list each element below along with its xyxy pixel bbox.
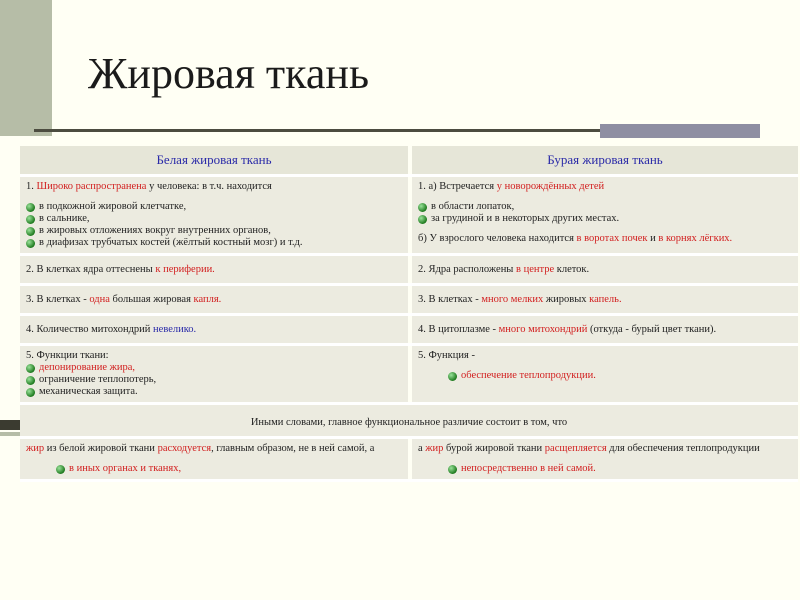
bullet-icon	[26, 227, 35, 236]
list-item: депонирование жира,	[26, 362, 402, 373]
table-row	[20, 256, 798, 286]
list-item: обеспечение теплопродукции.	[418, 370, 792, 381]
table-row	[20, 286, 798, 316]
decorative-side-mark-light	[0, 432, 22, 436]
bullet-icon	[448, 372, 457, 381]
white-fat-cell-4: 4. Количество митохондрий невелико.	[20, 316, 408, 343]
list-item: в иных органах и тканях,	[26, 463, 402, 474]
brown-fat-newborn-text: 1. а) Встречается у новорождённых детей	[418, 181, 605, 192]
header-white-fat: Белая жировая ткань	[20, 146, 408, 174]
brown-fat-cell-5	[412, 346, 798, 402]
summary-text: Иными словами, главное функциональное различие состоит в том, что	[20, 405, 798, 436]
table-row	[20, 177, 798, 256]
decorative-side-mark	[0, 420, 22, 430]
bullet-icon	[418, 203, 427, 212]
comparison-table	[20, 146, 798, 482]
table-row	[20, 439, 798, 482]
list-item: в жировых отложениях вокруг внутренних органов,	[26, 225, 402, 236]
bullet-icon	[26, 376, 35, 385]
table-row	[20, 346, 798, 405]
white-fat-location-text: 1. Широко распространена у человека: в т.ч. находится	[26, 181, 272, 192]
white-fat-functions-heading: 5. Функции ткани:	[26, 350, 109, 361]
brown-fat-adult-text: б) У взрослого человека находится в воротах почек и в корнях лёгких.	[418, 233, 733, 244]
list-item: в сальнике,	[26, 213, 402, 224]
list-item: непосредственно в ней самой.	[418, 463, 792, 474]
brown-fat-cell-4: 4. В цитоплазме - много митохондрий (откуда - бурый цвет ткани).	[412, 316, 798, 343]
list-item: механическая защита.	[26, 386, 402, 397]
bullet-icon	[26, 239, 35, 248]
title-divider-accent	[600, 124, 760, 138]
bullet-icon	[56, 465, 65, 474]
brown-fat-cell-1	[412, 177, 798, 253]
brown-fat-cell-2: 2. Ядра расположены в центре клеток.	[412, 256, 798, 283]
white-fat-cell-5	[20, 346, 408, 402]
header-brown-fat: Бурая жировая ткань	[412, 146, 798, 174]
list-item: ограничение теплопотерь,	[26, 374, 402, 385]
list-item: в области лопаток,	[418, 201, 792, 212]
list-item: в диафизах трубчатых костей (жёлтый костный мозг) и т.д.	[26, 237, 402, 248]
brown-fat-final-cell: а жир бурой жировой ткани расщепляется для обеспечения теплопродукции непосредственно в ней самой.	[412, 439, 798, 479]
brown-fat-function-heading: 5. Функция -	[418, 350, 475, 361]
white-fat-cell-2: 2. В клетках ядра оттеснены к периферии.	[20, 256, 408, 283]
white-fat-cell-3: 3. В клетках - одна большая жировая капля.	[20, 286, 408, 313]
bullet-icon	[448, 465, 457, 474]
bullet-icon	[26, 215, 35, 224]
list-item: в подкожной жировой клетчатке,	[26, 201, 402, 212]
page-title: Жировая ткань	[88, 49, 370, 98]
table-header-row	[20, 146, 798, 177]
brown-fat-cell-3: 3. В клетках - много мелких жировых капель.	[412, 286, 798, 313]
white-fat-final-cell: жир из белой жировой ткани расходуется, главным образом, не в ней самой, а в иных органах и тканях,	[20, 439, 408, 479]
bullet-icon	[418, 215, 427, 224]
table-row	[20, 405, 798, 439]
bullet-icon	[26, 203, 35, 212]
bullet-icon	[26, 388, 35, 397]
white-fat-cell-1	[20, 177, 408, 253]
bullet-icon	[26, 364, 35, 373]
list-item: за грудиной и в некоторых других местах.	[418, 213, 792, 224]
decorative-side-bar	[0, 0, 52, 136]
table-row	[20, 316, 798, 346]
